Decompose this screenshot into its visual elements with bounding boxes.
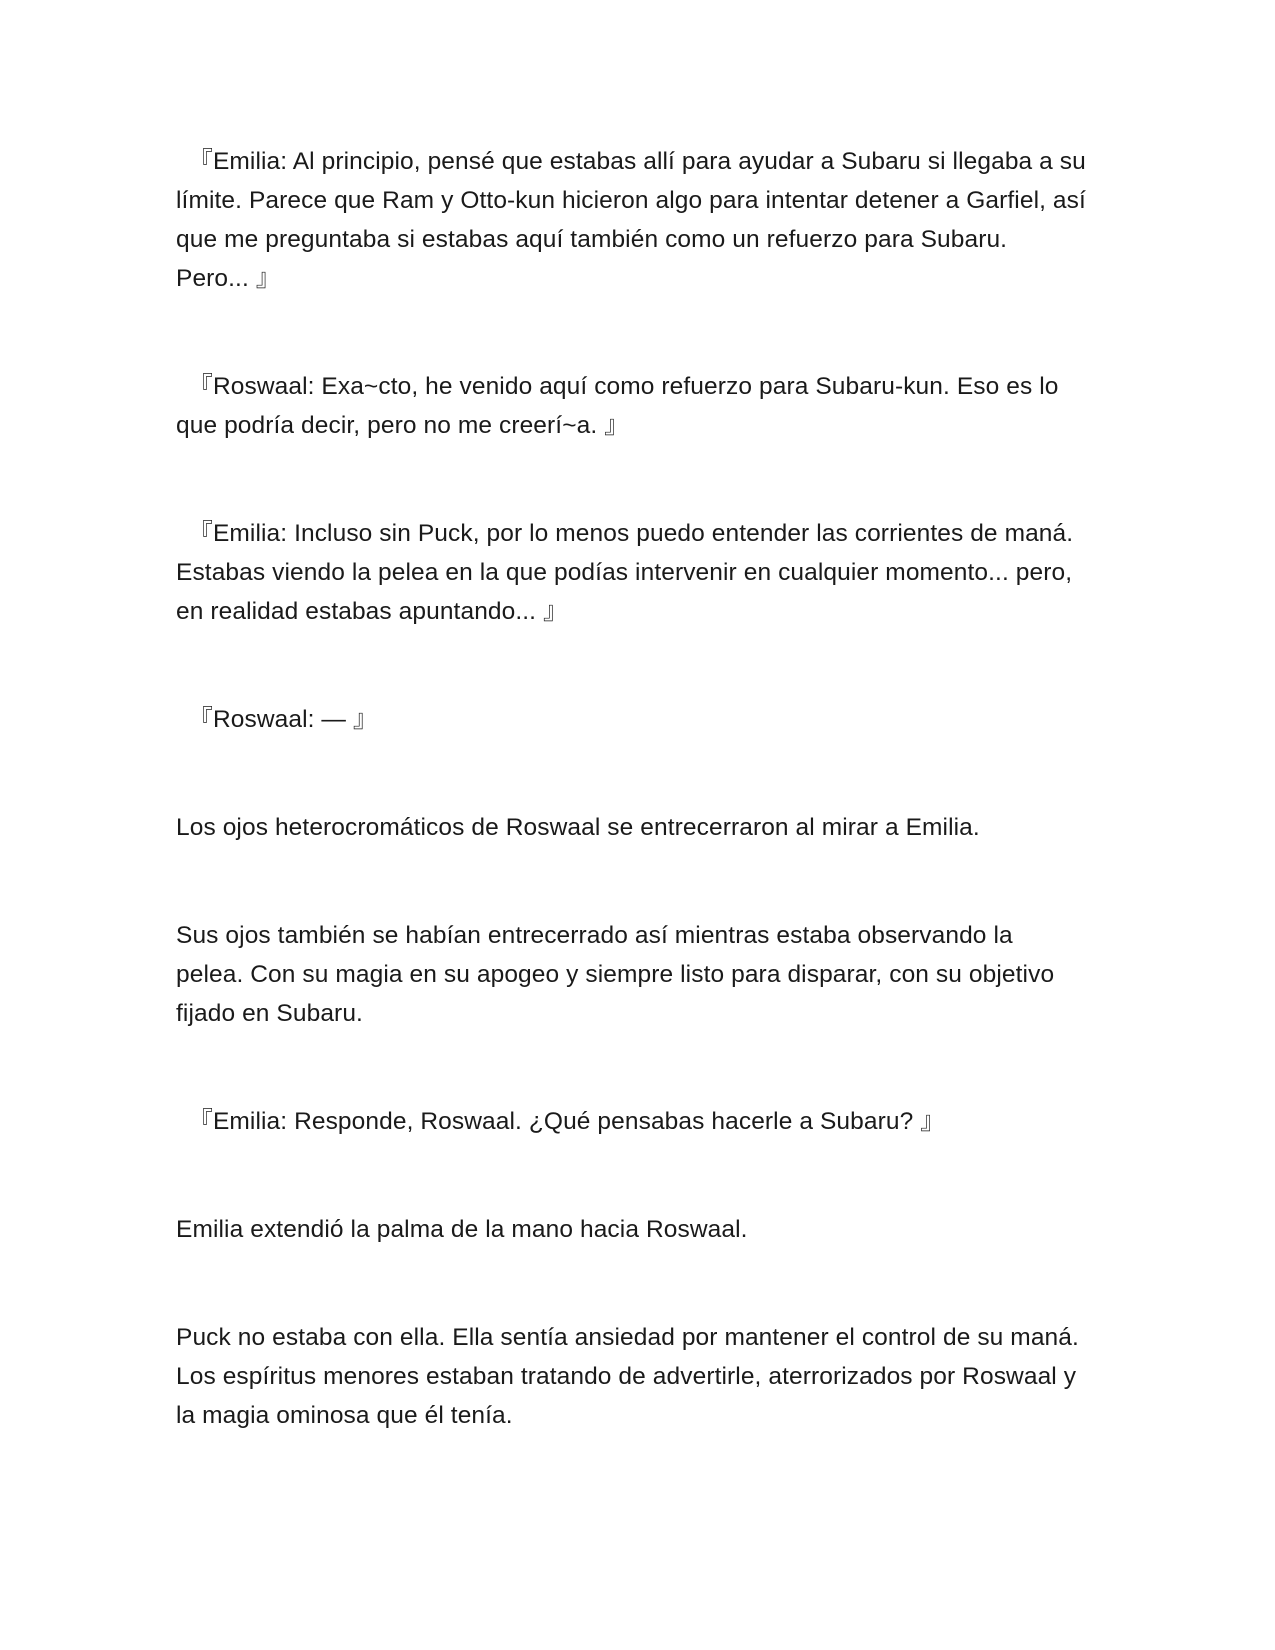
dialogue-roswaal-2: 『Roswaal: — 』 — [176, 706, 378, 733]
dialogue-emilia-1: 『Emilia: Al principio, pensé que estabas allí para ayudar a Subaru si llegaba a su límite. Parece que Ram y Otto-kun hicieron algo para intentar detener a Garfiel, así que me preguntaba si estabas aquí también como un refuerzo para Subaru. Pero... 』 — [176, 148, 1086, 292]
narration-4: Puck no estaba con ella. Ella sentía ansiedad por mantener el control de su maná. Los espíritus menores estaban tratando de advertirle, aterrorizados por Roswaal y la magia ominosa que él tenía. — [176, 1324, 1079, 1429]
document-page — [176, 142, 1086, 1435]
dialogue-emilia-2: 『Emilia: Incluso sin Puck, por lo menos puedo entender las corrientes de maná. Estabas viendo la pelea en la que podías intervenir en cualquier momento... pero, en realidad estabas apuntando... 』 — [176, 520, 1074, 625]
dialogue-roswaal-1: 『Roswaal: Exa~cto, he venido aquí como refuerzo para Subaru-kun. Eso es lo que podría decir, pero no me creerí~a. 』 — [176, 373, 1059, 439]
narration-1: Los ojos heterocromáticos de Roswaal se entrecerraron al mirar a Emilia. — [176, 814, 980, 841]
dialogue-emilia-3: 『Emilia: Responde, Roswaal. ¿Qué pensabas hacerle a Subaru? 』 — [176, 1108, 945, 1135]
narration-2: Sus ojos también se habían entrecerrado así mientras estaba observando la pelea. Con su magia en su apogeo y siempre listo para disparar, con su objetivo fijado en Subaru. — [176, 922, 1055, 1027]
narration-3: Emilia extendió la palma de la mano hacia Roswaal. — [176, 1216, 748, 1243]
